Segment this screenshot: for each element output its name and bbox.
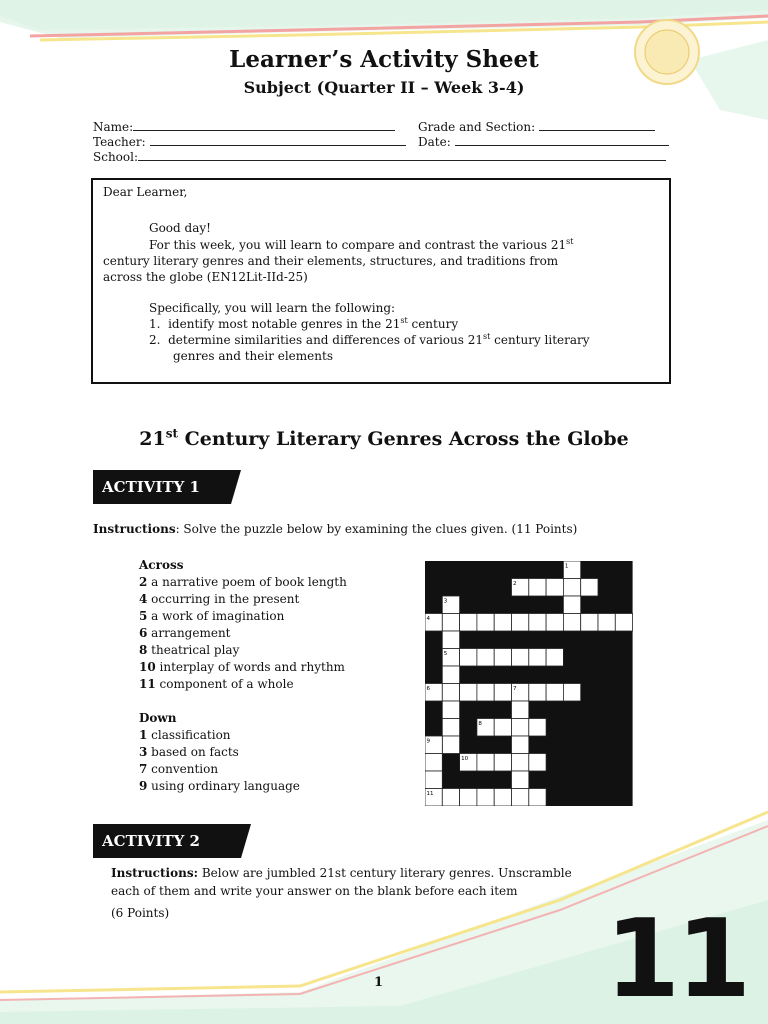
crossword-cell[interactable] xyxy=(512,614,529,632)
crossword-cell[interactable] xyxy=(442,631,459,649)
crossword-cell[interactable] xyxy=(477,684,494,702)
crossword-cell[interactable] xyxy=(546,684,563,702)
crossword-cell[interactable] xyxy=(563,684,580,702)
grade-section-field[interactable] xyxy=(418,119,655,135)
crossword-cell[interactable] xyxy=(460,614,477,632)
date-label: Date: xyxy=(418,135,451,149)
teacher-field[interactable] xyxy=(93,134,406,150)
crossword-cell[interactable] xyxy=(512,754,529,772)
teacher-label: Teacher: xyxy=(93,135,146,149)
down-clue: 3 based on facts xyxy=(139,745,239,759)
across-clue-list xyxy=(139,574,347,693)
school-field[interactable] xyxy=(93,149,666,165)
down-clue: 7 convention xyxy=(139,762,219,776)
down-clue: 9 using ordinary language xyxy=(139,779,300,793)
crossword-cell[interactable] xyxy=(494,754,511,772)
page-number: 1 xyxy=(374,975,384,990)
letter-item-1: 1. identify most notable genres in the 21st century xyxy=(149,316,459,331)
crossword-cell[interactable] xyxy=(460,649,477,667)
name-field[interactable] xyxy=(93,119,395,135)
crossword-grid[interactable] xyxy=(425,561,633,806)
crossword-cell[interactable] xyxy=(477,649,494,667)
crossword-clue-number: 10 xyxy=(461,756,469,762)
letter-para-line2: century literary genres and their elements, structures, and traditions from xyxy=(103,254,559,268)
crossword-cell[interactable] xyxy=(546,614,563,632)
crossword-cell[interactable] xyxy=(477,754,494,772)
dear-learner-box xyxy=(91,178,671,384)
crossword-cell[interactable] xyxy=(529,754,546,772)
section-heading: 21st Century Literary Genres Across the Globe xyxy=(139,426,629,450)
letter-para-line1: For this week, you will learn to compare and contrast the various 21st xyxy=(149,237,574,252)
crossword-clue-number: 11 xyxy=(426,791,434,797)
crossword-cell[interactable] xyxy=(494,719,511,737)
activity-1-instructions: Instructions: Solve the puzzle below by examining the clues given. (11 Points) xyxy=(93,522,578,536)
activity-2-instructions: Instructions: Below are jumbled 21st century literary genres. Unscramble each of them and write your answer on the blank before each item (6 Points) xyxy=(111,866,572,920)
across-clue: 11 component of a whole xyxy=(139,677,294,691)
crossword-cell[interactable] xyxy=(494,684,511,702)
letter-item-2-cont: genres and their elements xyxy=(173,349,333,363)
learner-info-fields xyxy=(93,119,683,164)
letter-good-day: Good day! xyxy=(149,221,211,235)
crossword-cell[interactable] xyxy=(494,789,511,807)
crossword-cell[interactable] xyxy=(477,614,494,632)
crossword-cell[interactable] xyxy=(546,649,563,667)
crossword-cell[interactable] xyxy=(512,649,529,667)
crossword-clue-number: 6 xyxy=(426,686,430,692)
crossword-cell[interactable] xyxy=(563,596,580,614)
crossword-cell[interactable] xyxy=(442,666,459,684)
across-clue: 2 a narrative poem of book length xyxy=(139,575,347,589)
crossword-cell[interactable] xyxy=(442,736,459,754)
page-subtitle: Subject (Quarter II – Week 3-4) xyxy=(243,78,525,97)
crossword-clue-number: 5 xyxy=(443,651,448,657)
crossword-cell[interactable] xyxy=(442,614,459,632)
date-field[interactable] xyxy=(418,134,669,150)
crossword-cell[interactable] xyxy=(529,789,546,807)
across-clue: 10 interplay of words and rhythm xyxy=(139,660,345,674)
across-title: Across xyxy=(139,558,184,572)
letter-item-2: 2. determine similarities and differences of various 21st century literary xyxy=(149,332,590,347)
grade-level-number: 11 xyxy=(605,897,748,1022)
school-label: School: xyxy=(93,150,138,164)
crossword-cell[interactable] xyxy=(512,736,529,754)
crossword-cell[interactable] xyxy=(615,614,632,632)
crossword-cell[interactable] xyxy=(425,754,442,772)
crossword-cell[interactable] xyxy=(581,579,598,597)
crossword-clue-number: 7 xyxy=(513,686,517,692)
down-title: Down xyxy=(139,711,177,725)
crossword-cell[interactable] xyxy=(529,719,546,737)
crossword-cell[interactable] xyxy=(494,649,511,667)
crossword-cell[interactable] xyxy=(442,789,459,807)
crossword-cell[interactable] xyxy=(563,614,580,632)
grade-section-label: Grade and Section: xyxy=(418,120,536,134)
crossword-cell[interactable] xyxy=(460,789,477,807)
down-clue: 1 classification xyxy=(139,728,231,742)
across-clue: 6 arrangement xyxy=(139,626,231,640)
crossword-clues xyxy=(139,557,347,795)
page-title: Learner’s Activity Sheet xyxy=(229,46,539,73)
crossword-cell[interactable] xyxy=(477,789,494,807)
crossword-cell[interactable] xyxy=(442,684,459,702)
letter-specifically: Specifically, you will learn the following: xyxy=(149,301,396,315)
activity-2-banner: ACTIVITY 2 xyxy=(93,824,241,858)
crossword-cell[interactable] xyxy=(442,719,459,737)
crossword-cell[interactable] xyxy=(529,649,546,667)
across-clue: 5 a work of imagination xyxy=(139,609,285,623)
crossword-cell[interactable] xyxy=(512,701,529,719)
crossword-cell[interactable] xyxy=(546,579,563,597)
crossword-cell[interactable] xyxy=(512,771,529,789)
activity-1-banner: ACTIVITY 1 xyxy=(93,470,231,504)
crossword-cell[interactable] xyxy=(529,579,546,597)
across-clue: 8 theatrical play xyxy=(139,643,240,657)
letter-para-line3: across the globe (EN12Lit-IId-25) xyxy=(103,270,308,284)
name-label: Name: xyxy=(93,120,134,134)
crossword-clue-number: 9 xyxy=(426,738,430,745)
crossword-clue-number: 8 xyxy=(478,721,482,727)
crossword-cell[interactable] xyxy=(494,614,511,632)
down-clue-list xyxy=(139,727,347,795)
crossword-cell[interactable] xyxy=(442,701,459,719)
crossword-cell[interactable] xyxy=(529,614,546,632)
crossword-cell[interactable] xyxy=(563,579,580,597)
crossword-clue-number: 2 xyxy=(513,581,517,587)
crossword-cell[interactable] xyxy=(581,614,598,632)
crossword-cell[interactable] xyxy=(598,614,615,632)
crossword-clue-number: 3 xyxy=(443,598,448,605)
across-clue: 4 occurring in the present xyxy=(139,592,300,606)
letter-greeting: Dear Learner, xyxy=(103,185,188,199)
crossword-cell[interactable] xyxy=(512,719,529,737)
crossword-clue-number: 1 xyxy=(564,563,569,570)
crossword-clue-number: 4 xyxy=(426,616,430,622)
crossword-cell[interactable] xyxy=(512,789,529,807)
crossword-cell[interactable] xyxy=(460,684,477,702)
crossword-cell[interactable] xyxy=(529,684,546,702)
crossword-cell[interactable] xyxy=(425,771,442,789)
